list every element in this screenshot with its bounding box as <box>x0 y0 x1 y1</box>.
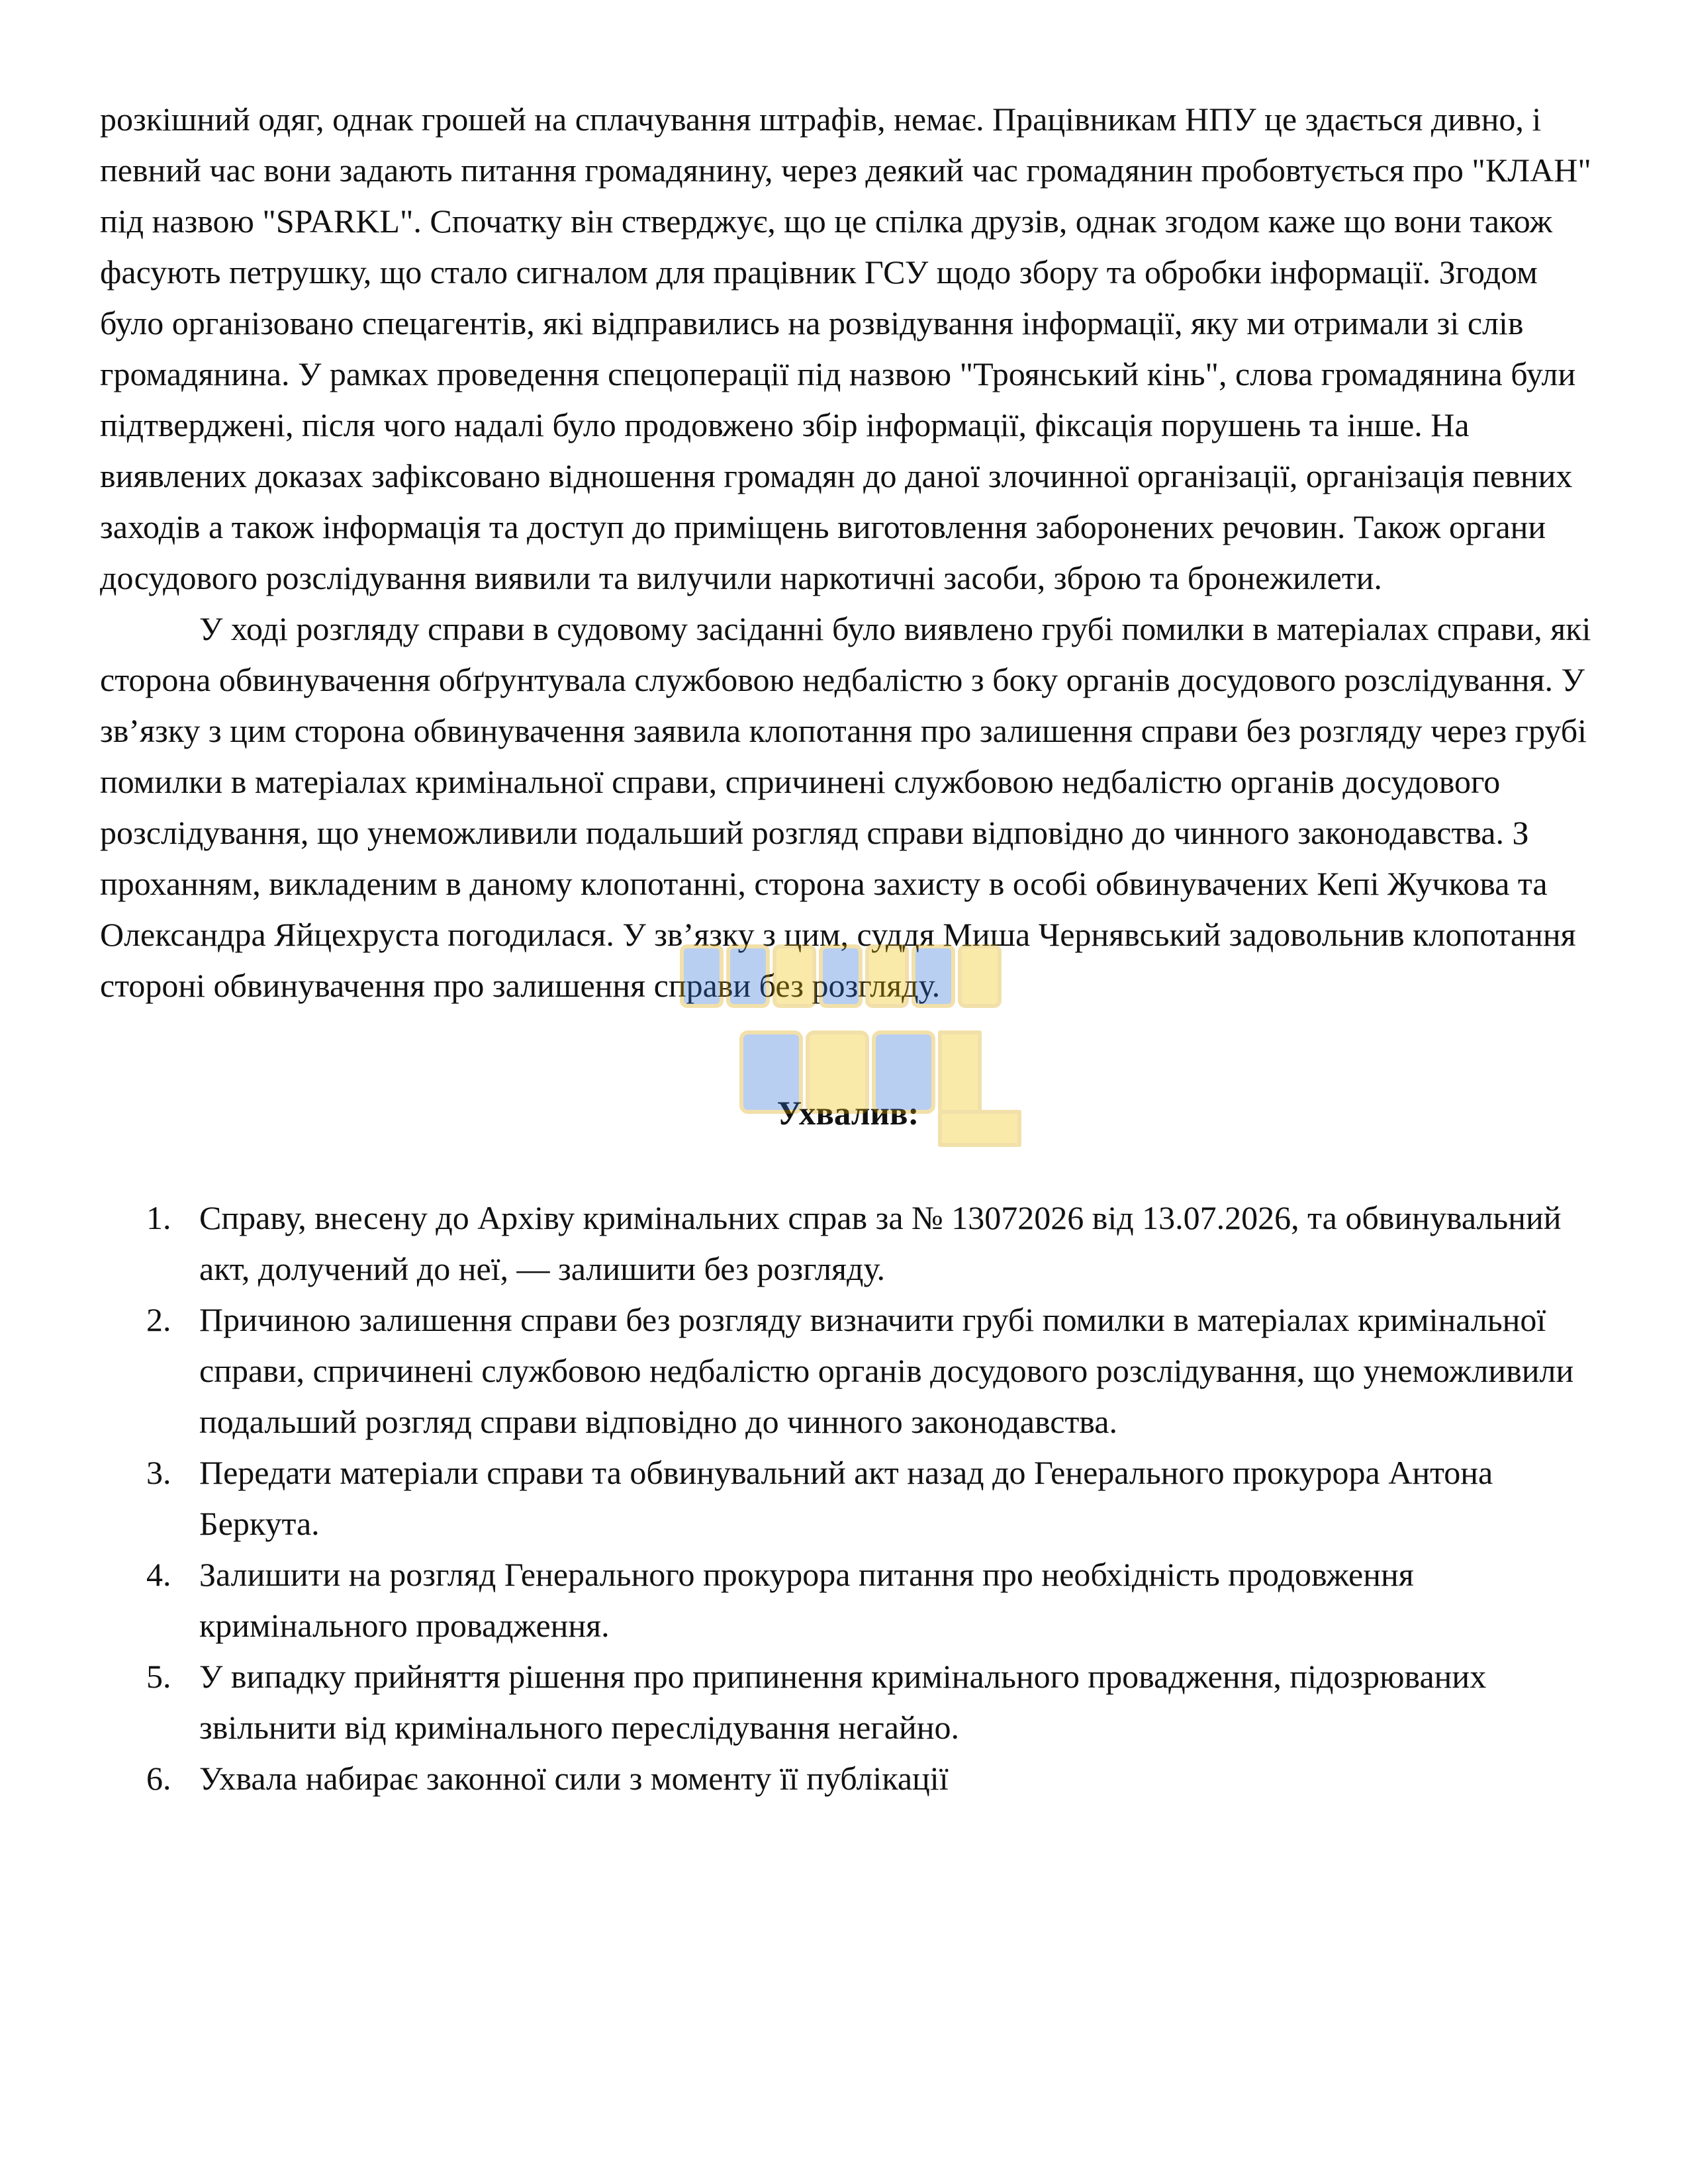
ruling-item <box>100 1753 1596 1804</box>
ruling-item-number: 6. <box>146 1760 171 1797</box>
case-description-paragraph: розкішний одяг, однак грошей на сплачування штрафів, немає. Працівникам НПУ це здається дивно, і певний час вони задають питання громадянину, через деякий час громадянин пробовтується про "КЛАН" під назвою "SPARKL". Спочатку він стверджує, що це спілка друзів, однак згодом каже що вони також фасують петрушку, що стало сигналом для працівник ГСУ щодо збору та обробки інформації. Згодом було організовано спецагентів, які відправились на розвідування інформації, яку ми отримали зі слів громадянина. У рамках проведення спецоперації під назвою "Троянський кінь", слова громадянина були підтверджені, після чого надалі було продовжено збір інформації, фіксація порушень та інше. На виявлених доказах зафіксовано відношення громадян до даної злочинної організації, організація певних заходів а також інформація та доступ до приміщень виготовлення заборонених речовин. Також органи досудового розслідування виявили та вилучили наркотичні засоби, зброю та бронежилети. <box>100 101 1591 596</box>
court-proceedings-paragraph: У ході розгляду справи в судовому засіданні було виявлено грубі помилки в матеріалах справи, які сторона обвинувачення обґрунтувала службовою недбалістю з боку органів досудового розслідування. У зв’язку з цим сторона обвинувачення заявила клопотання про залишення справи без розгляду через грубі помилки в матеріалах кримінальної справи, спричинені службовою недбалістю органів досудового розслідування, що унеможливили подальший розгляд справи відповідно до чинного законодавства. З проханням, викладеним в даному клопотанні, сторона захисту в особі обвинувачених Кепі Жучкова та Олександра Яйцехруста погодилася. У зв’язку з цим, суддя Миша Чернявський задовольнив клопотання стороні обвинувачення про залишення справи без розгляду. <box>100 610 1591 1004</box>
ruling-item-number: 2. <box>146 1301 171 1338</box>
ruling-item <box>100 1549 1596 1651</box>
ruling-item-number: 4. <box>146 1556 171 1593</box>
document-body <box>100 94 1596 1804</box>
ruling-item-text: Справу, внесену до Архіву кримінальних справ за № 13072026 від 13.07.2026, та обвинувальний акт, долучений до неї, — залишити без розгляду. <box>199 1199 1562 1287</box>
ruling-item <box>100 1651 1596 1753</box>
ruling-list <box>100 1193 1596 1804</box>
ruling-item <box>100 1193 1596 1295</box>
ruling-item-number: 5. <box>146 1658 171 1695</box>
ruling-heading: Ухвалив: <box>776 1095 919 1132</box>
ruling-item-number: 3. <box>146 1454 171 1491</box>
ruling-item-number: 1. <box>146 1199 171 1236</box>
ruling-item-text: Причиною залишення справи без розгляду визначити грубі помилки в матеріалах кримінальної справи, спричинені службовою недбалістю органів досудового розслідування, що унеможливили подальший розгляд справи відповідно до чинного законодавства. <box>199 1301 1574 1440</box>
ruling-item <box>100 1295 1596 1447</box>
ruling-item-text: Залишити на розгляд Генерального прокурора питання про необхідність продовження кримінального провадження. <box>199 1556 1414 1644</box>
ruling-item-text: У випадку прийняття рішення про припинення кримінального провадження, підозрюваних звільнити від кримінального переслідування негайно. <box>199 1658 1487 1746</box>
ruling-item-text: Передати матеріали справи та обвинувальний акт назад до Генерального прокурора Антона Беркута. <box>199 1454 1493 1542</box>
ruling-item <box>100 1447 1596 1549</box>
ruling-item-text: Ухвала набирає законної сили з моменту її публікації <box>199 1760 949 1797</box>
